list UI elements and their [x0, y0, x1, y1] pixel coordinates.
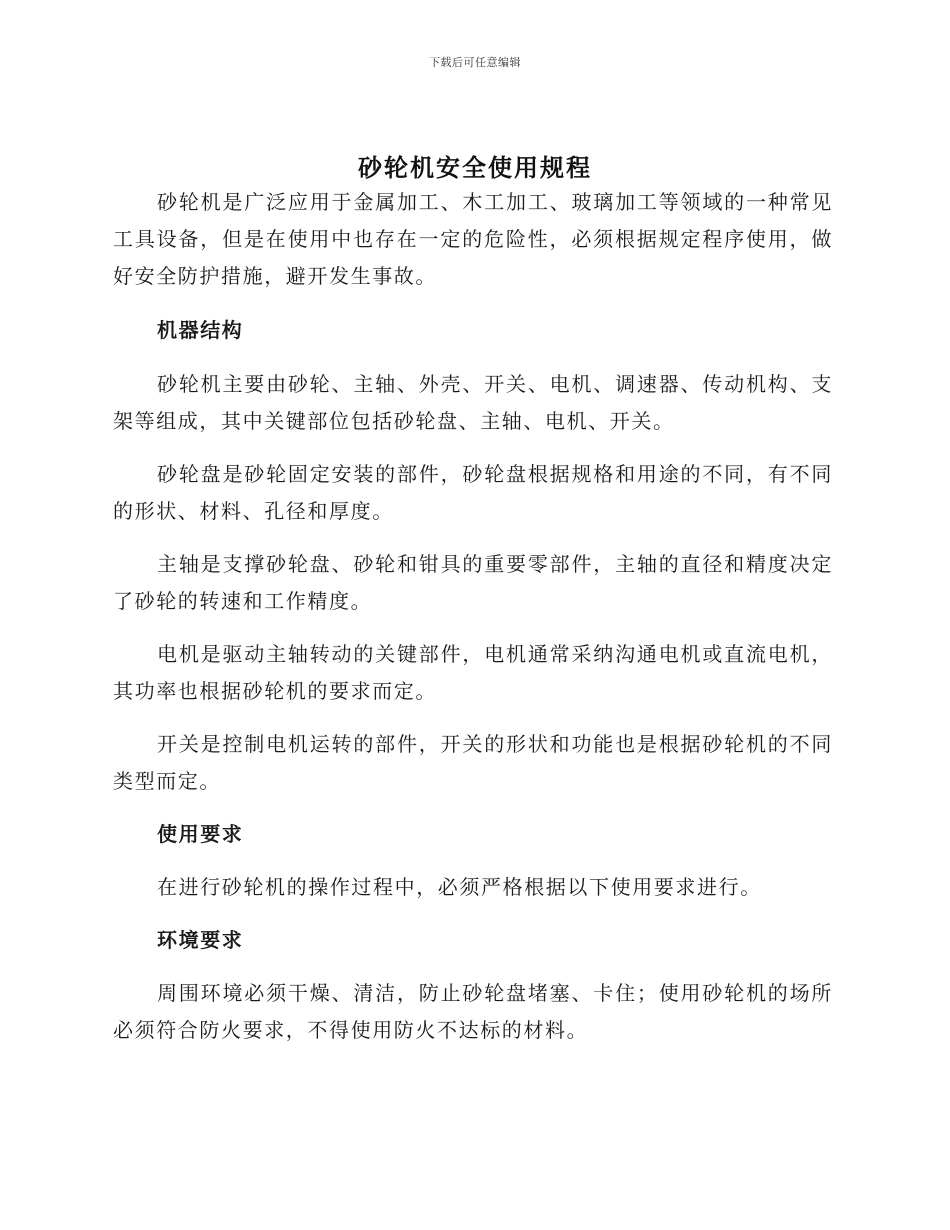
- document-body: [113, 184, 833, 1049]
- environment-paragraph: 周围环境必须干燥、清洁，防止砂轮盘堵塞、卡住；使用砂轮机的场所必须符合防火要求，不得使用防火不达标的材料。: [113, 981, 833, 1042]
- structure-paragraph: 主轴是支撑砂轮盘、砂轮和钳具的重要零部件，主轴的直径和精度决定了砂轮的转速和工作精度。: [113, 552, 833, 613]
- document-title: 砂轮机安全使用规程: [358, 153, 592, 182]
- section-heading-structure: 机器结构: [157, 318, 244, 342]
- intro-paragraph: 砂轮机是广泛应用于金属加工、木工加工、玻璃加工等领域的一种常见工具设备，但是在使用中也存在一定的危险性，必须根据规定程序使用，做好安全防护措施，避开发生事故。: [113, 190, 833, 288]
- section-heading-environment: 环境要求: [157, 928, 244, 952]
- usage-paragraph: 在进行砂轮机的操作过程中，必须严格根据以下使用要求进行。: [157, 875, 762, 899]
- header-note: 下载后可任意编辑: [429, 56, 521, 69]
- structure-paragraph: 砂轮盘是砂轮固定安装的部件，砂轮盘根据规格和用途的不同，有不同的形状、材料、孔径和厚度。: [113, 462, 833, 523]
- structure-paragraph: 开关是控制电机运转的部件，开关的形状和功能也是根据砂轮机的不同类型而定。: [113, 732, 833, 793]
- structure-paragraph: 电机是驱动主轴转动的关键部件，电机通常采纳沟通电机或直流电机，其功率也根据砂轮机的要求而定。: [113, 642, 833, 703]
- section-heading-usage: 使用要求: [157, 822, 244, 846]
- structure-paragraph: 砂轮机主要由砂轮、主轴、外壳、开关、电机、调速器、传动机构、支架等组成，其中关键部位包括砂轮盘、主轴、电机、开关。: [113, 372, 833, 433]
